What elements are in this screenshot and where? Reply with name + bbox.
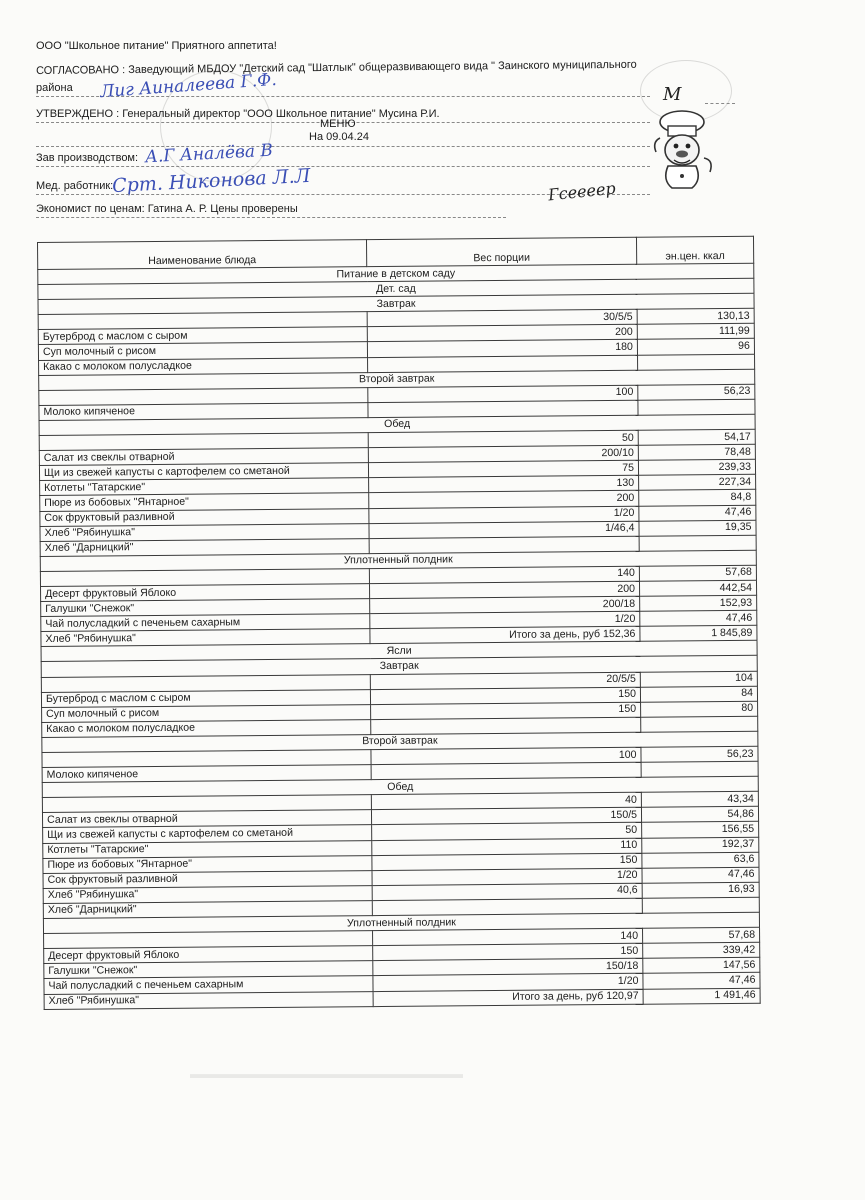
approved-signature: М — [663, 84, 682, 105]
dish-name-cell: Хлеб "Рябинушка" — [44, 991, 373, 1009]
energy-kcal-cell — [642, 897, 759, 913]
dish-name-cell: Бутерброд с маслом с сыром — [41, 689, 370, 707]
portion-weight-cell: 100 — [368, 385, 638, 402]
portion-weight-cell: 150/18 — [373, 959, 643, 976]
dish-name-cell: Щи из свежей капусты с картофелем со сметаной — [43, 825, 372, 843]
portion-weight-cell: 110 — [372, 838, 642, 855]
dish-name-cell: Чай полусладкий с печеньем сахарным — [44, 976, 373, 994]
energy-kcal-cell: 54,86 — [641, 807, 758, 823]
energy-kcal-cell: 192,37 — [642, 837, 759, 853]
energy-kcal-cell: 57,68 — [643, 927, 760, 943]
dish-name-cell: Котлеты "Татарские" — [40, 478, 369, 496]
portion-weight-cell: Итого за день, руб 120,97 — [373, 989, 643, 1006]
energy-kcal-cell: 1 845,89 — [640, 625, 757, 641]
energy-kcal-cell: 47,46 — [640, 610, 757, 626]
economist-underline — [36, 217, 506, 218]
dish-name-cell: Какао с молоком полусладкое — [42, 719, 371, 737]
section-title: Уплотненный полдник — [43, 912, 759, 933]
portion-weight-cell: 130 — [369, 476, 639, 493]
energy-kcal-cell: 1 491,46 — [643, 988, 760, 1004]
dish-name-cell: Салат из свеклы отварной — [39, 448, 368, 466]
dish-name-cell: Салат из свеклы отварной — [42, 810, 371, 828]
portion-weight-cell: 50 — [368, 430, 638, 447]
portion-weight-cell: 40 — [371, 793, 641, 810]
portion-weight-cell: 200/10 — [368, 445, 638, 462]
section-title: Завтрак — [41, 656, 757, 677]
dish-name-cell: Десерт фруктовый Яблоко — [44, 946, 373, 964]
energy-kcal-cell — [641, 716, 758, 732]
dish-name-cell: Пюре из бобовых "Янтарное" — [40, 493, 369, 511]
dish-name-cell: Суп молочный с рисом — [38, 342, 367, 360]
chef-mascot-icon — [648, 108, 716, 192]
menu-table — [37, 236, 761, 1010]
section-title: Завтрак — [38, 293, 754, 314]
dish-name-cell: Хлеб "Дарницкий" — [40, 538, 369, 556]
portion-weight-cell: 20/5/5 — [370, 672, 640, 689]
portion-weight-cell: 140 — [373, 928, 643, 945]
production-underline — [36, 166, 650, 167]
medic-signature: Срт. Никонова Л.Л — [111, 164, 311, 198]
dish-name-cell: Котлеты "Татарские" — [43, 840, 372, 858]
dish-name-cell: Хлеб "Рябинушка" — [40, 523, 369, 541]
portion-weight-cell: 200 — [369, 491, 639, 508]
energy-kcal-cell — [638, 354, 755, 370]
dish-name-cell: Суп молочный с рисом — [42, 704, 371, 722]
energy-kcal-cell: 47,46 — [642, 867, 759, 883]
header-dish-name: Наименование блюда — [38, 240, 367, 270]
agreed-line-district: района — [36, 82, 73, 94]
energy-kcal-cell: 239,33 — [638, 459, 755, 475]
energy-kcal-cell: 56,23 — [641, 746, 758, 762]
portion-weight-cell: Итого за день, руб 152,36 — [370, 627, 640, 644]
energy-kcal-cell: 47,46 — [643, 973, 760, 989]
energy-kcal-cell: 19,35 — [639, 520, 756, 536]
dish-name-cell: Молоко кипяченое — [42, 765, 371, 783]
portion-weight-cell: 180 — [367, 340, 637, 357]
dish-name-cell: Хлеб "Рябинушка" — [41, 629, 370, 647]
production-signature: А.Г Аналёва В — [144, 140, 274, 168]
header-portion-weight: Вес порции — [366, 237, 636, 266]
portion-weight-cell: 75 — [368, 460, 638, 477]
dish-name-cell: Щи из свежей капусты с картофелем со сметаной — [39, 463, 368, 481]
energy-kcal-cell — [638, 399, 755, 415]
menu-title: МЕНЮ — [320, 118, 356, 130]
portion-weight-cell: 1/20 — [369, 506, 639, 523]
economist-line: Экономист по ценам: Гатина А. Р. Цены проверены — [36, 203, 298, 215]
section-title: Обед — [42, 776, 758, 797]
energy-kcal-cell: 16,93 — [642, 882, 759, 898]
portion-weight-cell: 1/20 — [370, 611, 640, 628]
agreed-line: СОГЛАСОВАНО : Заведующий МБДОУ "Детский сад "Шатлык" общеразвивающего вида " Заинского муниципального — [36, 58, 637, 77]
energy-kcal-cell: 43,34 — [641, 792, 758, 808]
portion-weight-cell: 1/20 — [373, 974, 643, 991]
portion-weight-cell: 150/5 — [371, 808, 641, 825]
portion-weight-cell: 40,6 — [372, 883, 642, 900]
menu-date: На 09.04.24 — [309, 131, 369, 143]
energy-kcal-cell: 78,48 — [638, 444, 755, 460]
energy-kcal-cell: 80 — [641, 701, 758, 717]
energy-kcal-cell: 339,42 — [643, 942, 760, 958]
section-title: Питание в детском саду — [38, 263, 754, 284]
section-title: Второй завтрак — [39, 369, 755, 390]
energy-kcal-cell: 111,99 — [637, 324, 754, 340]
approved-line: УТВЕРЖДЕНО : Генеральный директор "ООО Школьное питание" Мусина Р.И. — [36, 108, 440, 120]
dish-name-cell: Галушки "Снежок" — [41, 599, 370, 617]
dish-name-cell: Сок фруктовый разливной — [43, 870, 372, 888]
energy-kcal-cell: 152,93 — [640, 595, 757, 611]
dish-name-cell: Молоко кипяченое — [39, 402, 368, 420]
section-title: Дет. сад — [38, 278, 754, 299]
portion-weight-cell: 200 — [367, 325, 637, 342]
dish-name-cell: Пюре из бобовых "Янтарное" — [43, 855, 372, 873]
dish-name-cell: Чай полусладкий с печеньем сахарным — [41, 614, 370, 632]
energy-kcal-cell: 147,56 — [643, 958, 760, 974]
energy-kcal-cell: 104 — [640, 671, 757, 687]
energy-kcal-cell: 156,55 — [642, 822, 759, 838]
energy-kcal-cell: 96 — [637, 339, 754, 355]
portion-weight-cell: 140 — [369, 566, 639, 583]
section-title: Ясли — [41, 641, 757, 662]
energy-kcal-cell — [639, 535, 756, 551]
section-title: Обед — [39, 414, 755, 435]
portion-weight-cell: 1/46,4 — [369, 521, 639, 538]
energy-kcal-cell: 84 — [640, 686, 757, 702]
portion-weight-cell: 150 — [371, 702, 641, 719]
economist-signature: Гсеееер — [547, 178, 617, 205]
portion-weight-cell: 50 — [372, 823, 642, 840]
portion-weight-cell: 100 — [371, 747, 641, 764]
energy-kcal-cell: 442,54 — [639, 580, 756, 596]
production-head-label: Зав производством: — [36, 152, 139, 164]
energy-kcal-cell: 47,46 — [639, 505, 756, 521]
agreed-signature: Лиг Аиналеева Г.Ф. — [99, 69, 278, 103]
energy-kcal-cell: 54,17 — [638, 429, 755, 445]
portion-weight-cell: 150 — [373, 943, 643, 960]
agreed-underline-right — [705, 103, 735, 104]
energy-kcal-cell: 57,68 — [639, 565, 756, 581]
portion-weight-cell: 200 — [369, 581, 639, 598]
portion-weight-cell: 1/20 — [372, 868, 642, 885]
portion-weight-cell: 200/18 — [370, 596, 640, 613]
dish-name-cell: Десерт фруктовый Яблоко — [41, 584, 370, 602]
medic-label: Мед. работник: — [36, 180, 114, 192]
energy-kcal-cell: 84,8 — [639, 490, 756, 506]
energy-kcal-cell: 227,34 — [639, 475, 756, 491]
show-through-text: ▬▬▬▬▬▬▬▬▬▬▬▬▬▬▬▬▬▬▬▬▬ — [190, 1066, 463, 1081]
energy-kcal-cell: 63,6 — [642, 852, 759, 868]
dish-name-cell: Хлеб "Рябинушка" — [43, 885, 372, 903]
dish-name-cell: Сок фруктовый разливной — [40, 508, 369, 526]
header-energy-kcal: эн.цен. ккал — [636, 236, 753, 264]
date-underline — [36, 146, 650, 147]
dish-name-cell: Хлеб "Дарницкий" — [43, 901, 372, 919]
portion-weight-cell: 150 — [370, 687, 640, 704]
energy-kcal-cell: 130,13 — [637, 309, 754, 325]
dish-name-cell: Какао с молоком полусладкое — [39, 357, 368, 375]
section-title: Уплотненный полдник — [40, 550, 756, 571]
dish-name-cell: Бутерброд с маслом с сыром — [38, 327, 367, 345]
company-line: ООО "Школьное питание" Приятного аппетита! — [36, 40, 277, 52]
portion-weight-cell: 150 — [372, 853, 642, 870]
section-title: Второй завтрак — [42, 731, 758, 752]
dish-name-cell: Галушки "Снежок" — [44, 961, 373, 979]
energy-kcal-cell — [641, 761, 758, 777]
energy-kcal-cell: 56,23 — [638, 384, 755, 400]
portion-weight-cell: 30/5/5 — [367, 310, 637, 327]
